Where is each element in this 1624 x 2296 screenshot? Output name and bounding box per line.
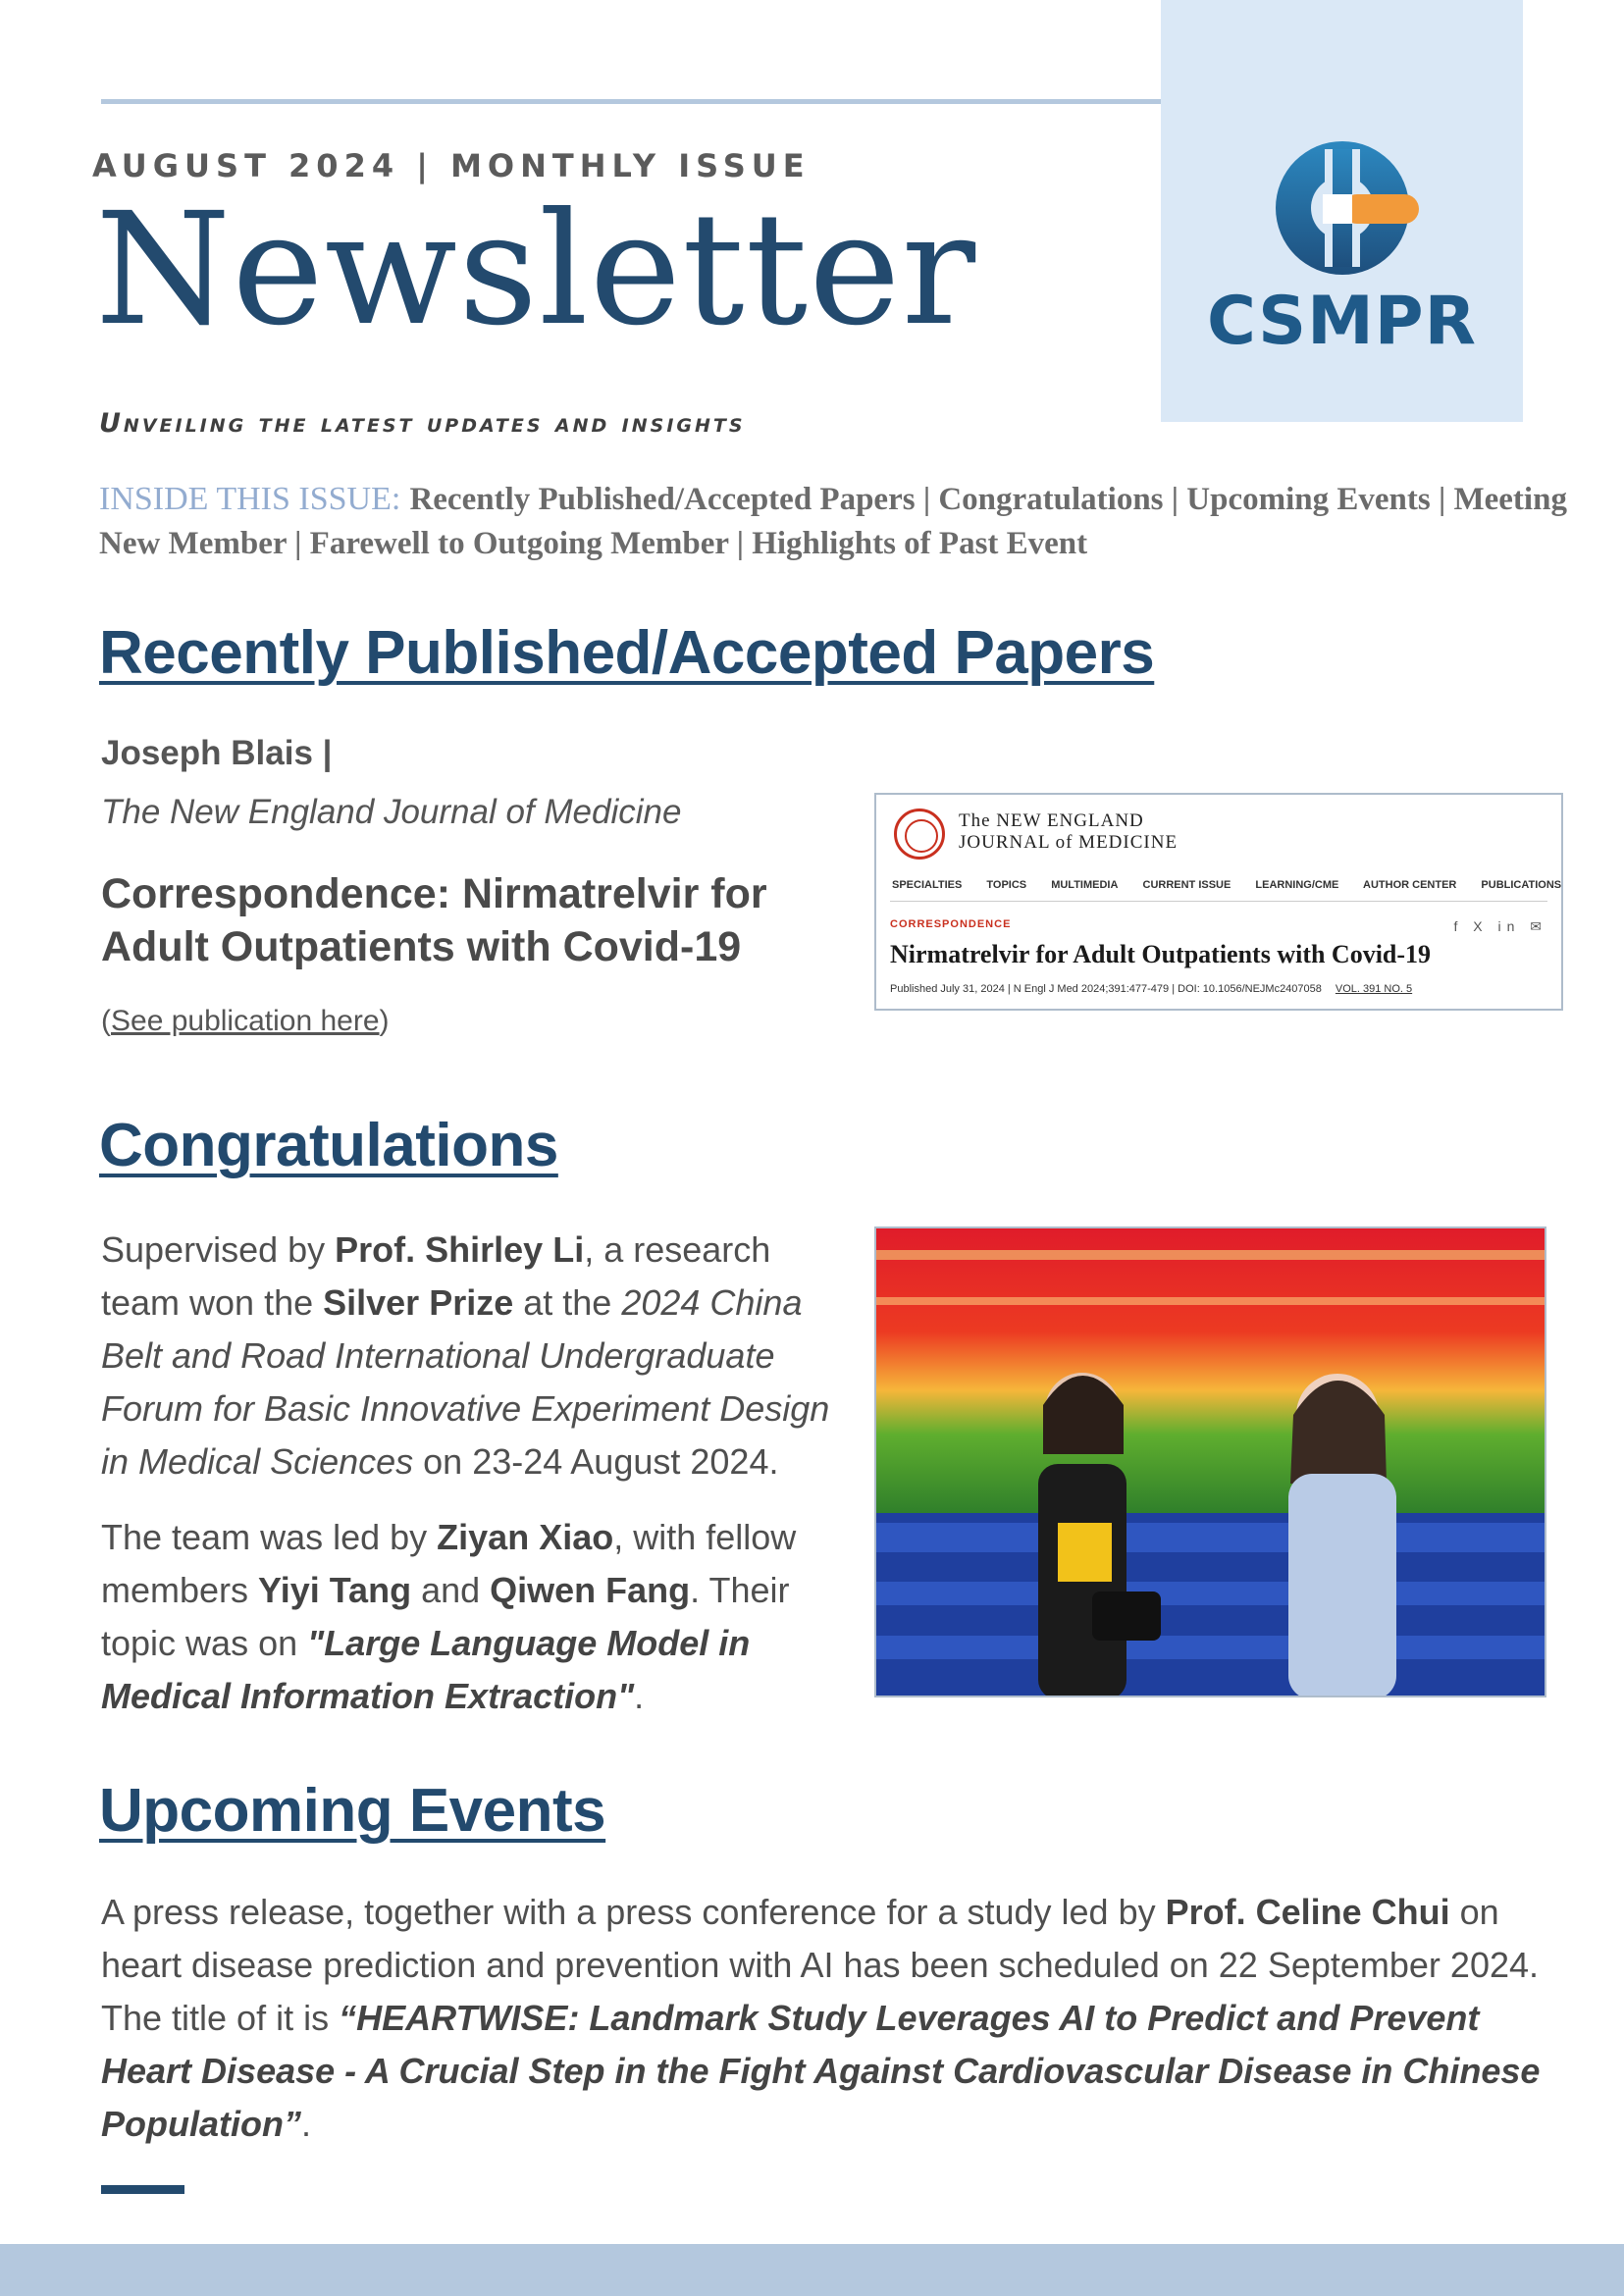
nejm-nav-item: MULTIMEDIA <box>1051 879 1119 891</box>
events-paragraph: A press release, together with a press conference for a study led by Prof. Celine Chui on heart disease prediction and prevention with AI has been scheduled on 22 September 2024. The title of it is “HEARTWISE: Landmark Study Leverages AI to Predict and Prevent Heart Disease - A Crucial Step in the Fight Against Cardiovascular Disease in Chinese Population”. <box>101 1892 1541 2144</box>
inside-label: INSIDE THIS ISSUE: <box>99 481 401 517</box>
nejm-volume: VOL. 391 NO. 5 <box>1335 983 1413 995</box>
accent-bar <box>101 2185 184 2194</box>
nejm-name-line2: JOURNAL of MEDICINE <box>959 832 1179 853</box>
section-title-congratulations: Congratulations <box>99 1112 558 1179</box>
congrats-paragraph-1: Supervised by Prof. Shirley Li, a research team won the Silver Prize at the 2024 China Belt and Road International Undergraduate Forum for Basic Innovative Experiment Design in Medical Sciences on 23-24 August 2024. <box>101 1229 830 1482</box>
nejm-seal-icon <box>894 809 945 860</box>
nejm-nav-item: CURRENT ISSUE <box>1142 879 1231 891</box>
see-publication-link[interactable]: See publication here <box>111 1005 380 1037</box>
nejm-name-line1: The NEW ENGLAND <box>959 810 1144 831</box>
nejm-nav <box>892 879 1583 891</box>
nejm-share-icons: f X in ✉ <box>1453 918 1547 934</box>
footer-band <box>0 2244 1624 2296</box>
nejm-divider <box>890 901 1547 902</box>
masthead-title: Newsletter <box>95 180 977 360</box>
congrats-paragraph-2: The team was led by Ziyan Xiao, with fellow members Yiyi Tang and Qiwen Fang. Their topic was on "Large Language Model in Medical Information Extraction". <box>101 1517 797 1716</box>
top-rule <box>101 99 1161 104</box>
nejm-meta: Published July 31, 2024 | N Engl J Med 2024;391:477-479 | DOI: 10.1056/NEJMc2407058 VOL. 391 NO. 5 <box>890 983 1413 995</box>
section-title-upcoming-events: Upcoming Events <box>99 1777 606 1845</box>
nejm-article-title: Nirmatrelvir for Adult Outpatients with Covid-19 <box>890 940 1432 968</box>
logo-text: CSMPR <box>1206 283 1477 360</box>
paper-author: Joseph Blais | <box>101 734 333 772</box>
nejm-nav-item: LEARNING/CME <box>1255 879 1339 891</box>
section-title-papers: Recently Published/Accepted Papers <box>99 619 1155 687</box>
nejm-nav-item: AUTHOR CENTER <box>1363 879 1457 891</box>
paper-title: Correspondence: Nirmatrelvir for Adult Outpatients with Covid-19 <box>101 870 767 970</box>
tagline: Unveiling the latest updates and insights <box>99 408 746 439</box>
nejm-article-screenshot <box>874 793 1563 1011</box>
award-photo <box>874 1226 1546 1697</box>
nejm-nav-item: PUBLICATIONS <box>1481 879 1562 891</box>
publication-link-line: (See publication here) <box>101 1005 390 1037</box>
paper-journal: The New England Journal of Medicine <box>101 793 682 831</box>
nejm-nav-item: TOPICS <box>986 879 1027 891</box>
inside-this-issue <box>99 477 1581 565</box>
csmpr-logo-icon <box>1264 130 1421 287</box>
award-photo-image <box>876 1228 1546 1697</box>
nejm-section-label: CORRESPONDENCE <box>890 918 1012 930</box>
nejm-nav-item: SPECIALTIES <box>892 879 963 891</box>
issue-line: AUGUST 2024 | MONTHLY ISSUE <box>92 147 811 184</box>
inside-items: Recently Published/Accepted Papers | Congratulations | Upcoming Events | Meeting New Member | Farewell to Outgoing Member | Highlights of Past Event <box>99 482 1567 561</box>
logo-panel <box>1161 0 1523 422</box>
